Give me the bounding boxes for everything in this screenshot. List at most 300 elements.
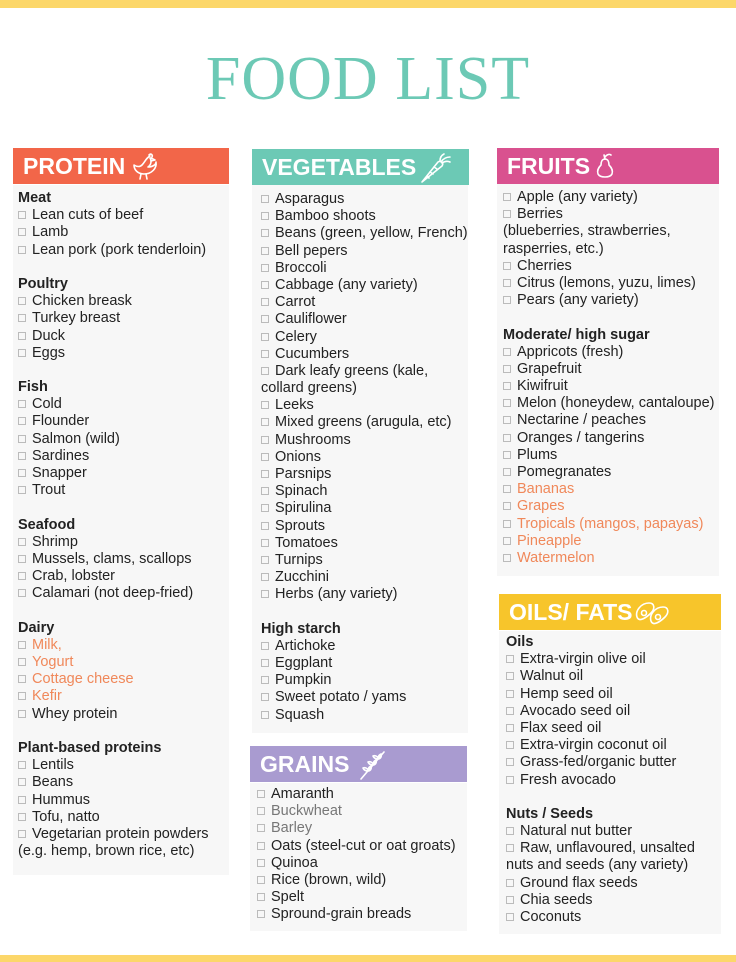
list-item: [506, 737, 695, 754]
checkbox[interactable]: [503, 468, 511, 476]
list-item: [18, 688, 209, 705]
list-item-label: Citrus (lemons, yuzu, limes): [517, 274, 696, 291]
checkbox[interactable]: [261, 642, 269, 650]
list-item: [261, 329, 468, 346]
checkbox[interactable]: [18, 796, 26, 804]
oils-list: [506, 634, 695, 926]
checkbox[interactable]: [261, 315, 269, 323]
list-item: [506, 686, 695, 703]
list-item-label: Leeks: [275, 397, 314, 414]
list-item: [18, 534, 209, 551]
list-item: [18, 413, 209, 430]
checkbox[interactable]: [261, 298, 269, 306]
checkbox[interactable]: [18, 778, 26, 786]
list-item-label: Cucumbers: [275, 345, 350, 362]
list-item-label: Ground flax seeds: [520, 874, 638, 891]
list-item: [503, 361, 715, 378]
list-item-label: Turkey breast: [32, 310, 121, 327]
checkbox[interactable]: [503, 434, 511, 442]
list-item-label: Spirulina: [275, 500, 332, 517]
list-item: [503, 292, 715, 309]
list-item-label: Nectarine / peaches: [517, 412, 646, 429]
list-item: [261, 294, 468, 311]
checkbox[interactable]: [261, 350, 269, 358]
list-item-label: Bananas: [517, 481, 575, 498]
list-item: [18, 431, 209, 448]
checkbox[interactable]: [503, 554, 511, 562]
list-item-label: Chia seeds: [520, 891, 593, 908]
checkbox[interactable]: [18, 813, 26, 821]
list-item-label: Duck: [32, 327, 66, 344]
list-item: [506, 892, 695, 909]
list-item: [261, 346, 468, 363]
list-item: [506, 754, 695, 771]
list-item-label: Hummus: [32, 791, 91, 808]
list-item-label: Grass-fed/organic butter: [520, 754, 677, 771]
checkbox[interactable]: [261, 659, 269, 667]
list-item: [506, 772, 695, 789]
list-item-label: Sweet potato / yams: [275, 689, 407, 706]
list-item-label: (blueberries, strawberries,: [503, 223, 671, 240]
checkbox[interactable]: [503, 399, 511, 407]
list-item-label: Beans (green, yellow, French): [275, 225, 468, 242]
checkbox[interactable]: [261, 333, 269, 341]
checkbox[interactable]: [503, 296, 511, 304]
checkbox[interactable]: [261, 522, 269, 530]
list-subheading: [506, 634, 695, 651]
list-item-label: Seafood: [18, 516, 76, 533]
checkbox[interactable]: [257, 876, 265, 884]
list-item-label: Snapper: [32, 465, 87, 481]
list-item: [506, 823, 695, 840]
checkbox[interactable]: [18, 435, 26, 443]
checkbox[interactable]: [18, 538, 26, 546]
page-title: FOOD LIST: [205, 45, 531, 113]
list-item: [257, 838, 456, 855]
list-item-label: Berries: [517, 206, 563, 223]
checkbox[interactable]: [261, 676, 269, 684]
checkbox[interactable]: [503, 520, 511, 528]
list-item-label: Vegetarian protein powders: [32, 825, 209, 842]
checkbox[interactable]: [506, 879, 514, 887]
checkbox[interactable]: [18, 246, 26, 254]
list-item-label: collard greens): [261, 380, 357, 397]
list-subheading: [18, 379, 209, 396]
list-subheading: [503, 327, 715, 344]
list-item: [257, 889, 456, 906]
checkbox[interactable]: [503, 537, 511, 545]
list-item-label: Lamb: [32, 224, 69, 241]
checkbox[interactable]: [18, 314, 26, 322]
protein-header-label: PROTEIN: [23, 153, 126, 179]
checkbox[interactable]: [261, 573, 269, 581]
checkbox[interactable]: [261, 247, 269, 255]
list-item-label: Watermelon: [517, 549, 595, 566]
checkbox[interactable]: [261, 418, 269, 426]
list-item-label: Asparagus: [275, 191, 345, 207]
checkbox[interactable]: [18, 830, 26, 838]
list-item-label: Kiwifruit: [517, 378, 568, 395]
checkbox[interactable]: [506, 913, 514, 921]
list-item: [503, 533, 715, 550]
list-item-label: Nuts / Seeds: [506, 805, 594, 822]
checkbox[interactable]: [261, 556, 269, 564]
grains-header-label: GRAINS: [260, 751, 350, 777]
list-item-label: Lean cuts of beef: [32, 207, 144, 224]
list-item-label: Spround-grain breads: [271, 906, 412, 923]
list-item-label: Extra-virgin olive oil: [520, 651, 646, 668]
list-item: [261, 311, 468, 328]
checkbox[interactable]: [506, 827, 514, 835]
checkbox[interactable]: [503, 365, 511, 373]
list-item: [503, 223, 715, 240]
list-item-label: Onions: [275, 448, 321, 465]
list-item: [503, 378, 715, 395]
list-item-label: Dairy: [18, 619, 55, 636]
checkbox[interactable]: [503, 348, 511, 356]
list-item-label: Tomatoes: [275, 534, 338, 551]
list-item: [503, 498, 715, 515]
checkbox[interactable]: [261, 487, 269, 495]
checkbox[interactable]: [503, 502, 511, 510]
list-item-label: rasperries, etc.): [503, 240, 604, 257]
oils-header: [499, 594, 721, 630]
list-item-label: Pumpkin: [275, 672, 332, 689]
list-item: [261, 466, 468, 483]
checkbox[interactable]: [18, 417, 26, 425]
checkbox[interactable]: [261, 281, 269, 289]
list-item: [261, 432, 468, 449]
list-item-label: Eggs: [32, 344, 66, 361]
checkbox[interactable]: [257, 790, 265, 798]
list-item: [503, 189, 715, 206]
checkbox[interactable]: [18, 675, 26, 683]
list-item: [503, 550, 715, 567]
list-item: [261, 672, 468, 689]
list-subheading: [18, 517, 209, 534]
list-item-label: Spinach: [275, 483, 328, 500]
checkbox[interactable]: [261, 711, 269, 719]
list-item-label: Sardines: [32, 447, 90, 464]
list-item-label: Chicken breask: [32, 293, 132, 310]
list-item-label: Rice (brown, wild): [271, 871, 387, 888]
list-item: [18, 242, 209, 259]
list-item-label: Flounder: [32, 413, 90, 430]
list-item-label: Turnips: [275, 551, 323, 568]
checkbox[interactable]: [503, 279, 511, 287]
list-item: [506, 857, 695, 874]
checkbox[interactable]: [261, 453, 269, 461]
list-item: [503, 481, 715, 498]
bottom-border: [0, 955, 736, 962]
list-item-label: Cauliflower: [275, 311, 347, 328]
list-item: [18, 809, 209, 826]
checkbox[interactable]: [503, 382, 511, 390]
list-item: [18, 396, 209, 413]
avocado-icon: [633, 597, 669, 627]
checkbox[interactable]: [18, 641, 26, 649]
list-spacer: [18, 259, 209, 276]
checkbox[interactable]: [506, 672, 514, 680]
list-item: [261, 414, 468, 431]
top-border: [0, 0, 736, 8]
list-subheading: [506, 806, 695, 823]
list-item: [18, 792, 209, 809]
list-item: [506, 840, 695, 857]
oils-header-label: OILS/ FATS: [509, 599, 633, 625]
checkbox[interactable]: [18, 710, 26, 718]
checkbox[interactable]: [506, 741, 514, 749]
checkbox[interactable]: [257, 910, 265, 918]
list-item: [18, 757, 209, 774]
checkbox[interactable]: [257, 893, 265, 901]
checkbox[interactable]: [506, 896, 514, 904]
checkbox[interactable]: [18, 297, 26, 305]
list-item-label: Mussels, clams, scallops: [32, 550, 192, 567]
checkbox[interactable]: [261, 470, 269, 478]
list-item: [503, 206, 715, 223]
checkbox[interactable]: [261, 504, 269, 512]
checkbox[interactable]: [18, 469, 26, 477]
list-item-label: Tropicals (mangos, papayas): [517, 515, 704, 532]
list-item: [261, 500, 468, 517]
checkbox[interactable]: [18, 572, 26, 580]
list-item: [261, 535, 468, 552]
list-item-label: Walnut oil: [520, 668, 584, 685]
checkbox[interactable]: [506, 724, 514, 732]
list-item-label: Trout: [32, 482, 66, 499]
list-item: [18, 482, 209, 499]
list-item-label: Calamari (not deep-fried): [32, 585, 194, 602]
list-item-label: Lentils: [32, 757, 74, 774]
list-item-label: Hemp seed oil: [520, 685, 613, 702]
checkbox[interactable]: [18, 761, 26, 769]
list-item-label: Pomegranates: [517, 464, 612, 480]
list-item: [261, 552, 468, 569]
list-item: [18, 207, 209, 224]
list-item: [261, 225, 468, 242]
list-item-label: Coconuts: [520, 909, 582, 925]
list-item-label: Whey protein: [32, 705, 118, 722]
list-item: [506, 720, 695, 737]
checkbox[interactable]: [261, 229, 269, 237]
list-item-label: Zucchini: [275, 569, 329, 586]
list-item-label: Meat: [18, 190, 52, 206]
checkbox[interactable]: [506, 844, 514, 852]
list-subheading: [18, 740, 209, 757]
list-item: [503, 447, 715, 464]
list-item: [261, 638, 468, 655]
list-item-label: Eggplant: [275, 655, 333, 672]
carrot-icon: [418, 152, 452, 184]
list-item-label: Lean pork (pork tenderloin): [32, 241, 207, 258]
list-item: [261, 243, 468, 260]
list-subheading: [18, 190, 209, 207]
list-item-label: Salmon (wild): [32, 430, 120, 447]
list-item-label: Plums: [517, 446, 558, 463]
list-item-label: nuts and seeds (any variety): [506, 857, 689, 874]
list-item-label: Bell pepers: [275, 242, 348, 259]
checkbox[interactable]: [261, 590, 269, 598]
checkbox[interactable]: [257, 859, 265, 867]
list-spacer: [18, 499, 209, 516]
checkbox[interactable]: [257, 824, 265, 832]
list-item-label: Kefir: [32, 688, 62, 705]
list-item: [18, 585, 209, 602]
list-item: [503, 395, 715, 412]
list-item: [18, 293, 209, 310]
list-spacer: [506, 789, 695, 806]
list-item: [18, 310, 209, 327]
list-spacer: [18, 362, 209, 379]
list-item-label: Extra-virgin coconut oil: [520, 737, 667, 754]
list-item: [261, 689, 468, 706]
list-item: [506, 651, 695, 668]
checkbox[interactable]: [503, 262, 511, 270]
list-item-label: Raw, unflavoured, unsalted: [520, 840, 695, 857]
checkbox[interactable]: [18, 589, 26, 597]
checkbox[interactable]: [18, 349, 26, 357]
list-item-label: Mixed greens (arugula, etc): [275, 414, 452, 431]
list-item-label: Yogurt: [32, 654, 74, 671]
list-item-label: High starch: [261, 620, 341, 637]
list-item: [257, 906, 456, 923]
checkbox[interactable]: [18, 692, 26, 700]
list-item: [18, 774, 209, 791]
checkbox[interactable]: [257, 842, 265, 850]
checkbox[interactable]: [257, 807, 265, 815]
list-item-label: Pears (any variety): [517, 292, 639, 309]
list-item-label: Pineapple: [517, 532, 582, 549]
list-item: [261, 518, 468, 535]
checkbox[interactable]: [18, 228, 26, 236]
list-item-label: (e.g. hemp, brown rice, etc): [18, 843, 195, 860]
list-item-label: Beans: [32, 774, 74, 791]
list-spacer: [503, 309, 715, 326]
list-item-label: Milk,: [32, 636, 62, 653]
list-spacer: [18, 723, 209, 740]
checkbox[interactable]: [506, 776, 514, 784]
list-item-label: Sprouts: [275, 517, 325, 534]
list-item: [18, 465, 209, 482]
list-subheading: [18, 276, 209, 293]
checkbox[interactable]: [261, 401, 269, 409]
list-item: [261, 208, 468, 225]
list-item: [18, 345, 209, 362]
checkbox[interactable]: [506, 707, 514, 715]
list-item: [261, 449, 468, 466]
list-item: [506, 703, 695, 720]
checkbox[interactable]: [503, 485, 511, 493]
list-item: [18, 826, 209, 843]
list-item-label: Parsnips: [275, 466, 332, 482]
list-item: [261, 380, 468, 397]
checkbox[interactable]: [503, 193, 511, 201]
list-spacer: [261, 604, 468, 621]
list-item-label: Tofu, natto: [32, 808, 100, 825]
checkbox[interactable]: [506, 690, 514, 698]
checkbox[interactable]: [261, 693, 269, 701]
checkbox[interactable]: [18, 332, 26, 340]
list-item-label: Spelt: [271, 889, 305, 906]
list-item: [257, 872, 456, 889]
list-subheading: [261, 621, 468, 638]
list-item-label: Fish: [18, 379, 48, 396]
list-item-label: Buckwheat: [271, 803, 342, 820]
list-item-label: Broccoli: [275, 259, 327, 276]
list-item: [261, 260, 468, 277]
list-item: [257, 820, 456, 837]
list-item-label: Plant-based proteins: [18, 740, 162, 756]
checkbox[interactable]: [18, 555, 26, 563]
list-item: [18, 843, 209, 860]
list-item: [261, 277, 468, 294]
list-item: [18, 671, 209, 688]
checkbox[interactable]: [503, 416, 511, 424]
list-item: [503, 430, 715, 447]
grains-list: [257, 786, 456, 924]
list-item-label: Melon (honeydew, cantaloupe): [517, 395, 715, 412]
list-item-label: Moderate/ high sugar: [503, 326, 650, 343]
list-item-label: Crab, lobster: [32, 568, 116, 585]
list-item: [18, 568, 209, 585]
checkbox[interactable]: [506, 758, 514, 766]
checkbox[interactable]: [18, 400, 26, 408]
list-item: [503, 275, 715, 292]
list-item-label: Fresh avocado: [520, 771, 616, 788]
checkbox[interactable]: [503, 451, 511, 459]
checkbox[interactable]: [261, 367, 269, 375]
protein-list: [18, 190, 209, 860]
list-item: [257, 803, 456, 820]
list-item: [261, 655, 468, 672]
list-item-label: Squash: [275, 706, 325, 723]
vegetables-header: [252, 149, 469, 185]
checkbox[interactable]: [18, 486, 26, 494]
protein-header: [13, 148, 229, 184]
wheat-icon: [358, 749, 388, 781]
list-item: [18, 448, 209, 465]
checkbox[interactable]: [18, 658, 26, 666]
checkbox[interactable]: [261, 264, 269, 272]
list-item-label: Oranges / tangerins: [517, 429, 645, 446]
list-item-label: Oats (steel-cut or oat groats): [271, 837, 456, 854]
checkbox[interactable]: [18, 452, 26, 460]
list-item-label: Poultry: [18, 275, 68, 292]
checkbox[interactable]: [261, 436, 269, 444]
checkbox[interactable]: [506, 655, 514, 663]
list-item: [261, 191, 468, 208]
list-item: [18, 637, 209, 654]
list-item: [503, 516, 715, 533]
list-item: [261, 707, 468, 724]
list-item-label: Herbs (any variety): [275, 586, 398, 603]
checkbox[interactable]: [261, 195, 269, 203]
checkbox[interactable]: [261, 212, 269, 220]
list-item: [261, 363, 468, 380]
list-item-label: Dark leafy greens (kale,: [275, 362, 429, 379]
list-item: [261, 397, 468, 414]
checkbox[interactable]: [18, 211, 26, 219]
list-item-label: Barley: [271, 820, 313, 837]
checkbox[interactable]: [503, 210, 511, 218]
list-item-label: Mushrooms: [275, 431, 351, 448]
list-item: [18, 328, 209, 345]
vegetables-header-label: VEGETABLES: [262, 154, 417, 180]
checkbox[interactable]: [261, 539, 269, 547]
list-item-label: Grapefruit: [517, 360, 582, 377]
list-item: [506, 668, 695, 685]
